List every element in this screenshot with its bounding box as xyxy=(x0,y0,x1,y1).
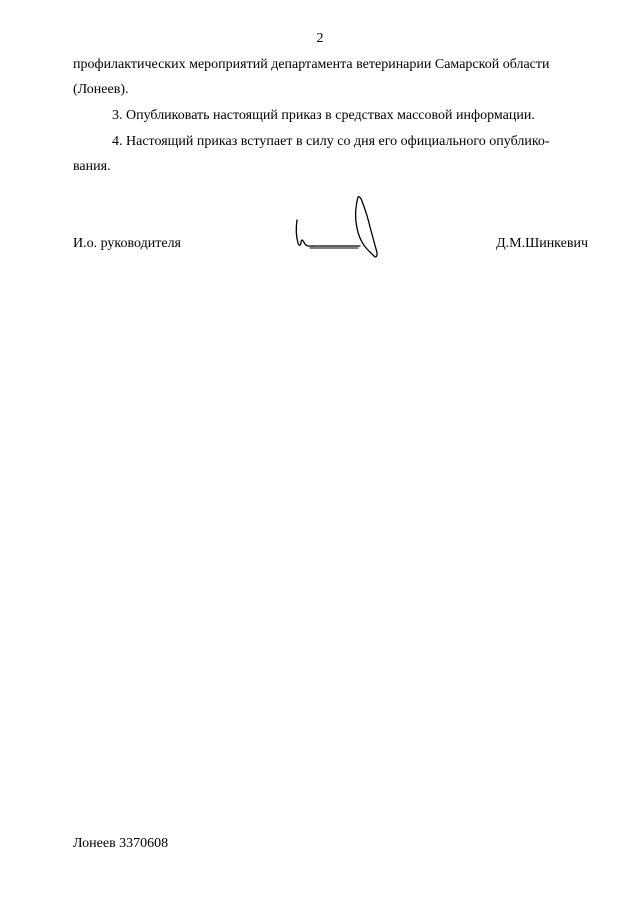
body-line-1: профилактических мероприятий департамента ветеринарии Самарской области xyxy=(73,57,550,72)
body-line-3: 3. Опубликовать настоящий приказ в средствах массовой информации. xyxy=(112,108,535,123)
body-line-5: вания. xyxy=(73,159,111,174)
page-number: 2 xyxy=(316,31,324,46)
executor-line: Лонеев 3370608 xyxy=(73,836,169,851)
signatory-title: И.о. руководителя xyxy=(73,236,182,251)
body-line-4: 4. Настоящий приказ вступает в силу со дня его официального опублико- xyxy=(112,134,550,149)
body-line-2: (Лонеев). xyxy=(73,82,129,97)
handwritten-signature xyxy=(288,192,384,262)
signatory-name: Д.М.Шинкевич xyxy=(496,236,588,251)
